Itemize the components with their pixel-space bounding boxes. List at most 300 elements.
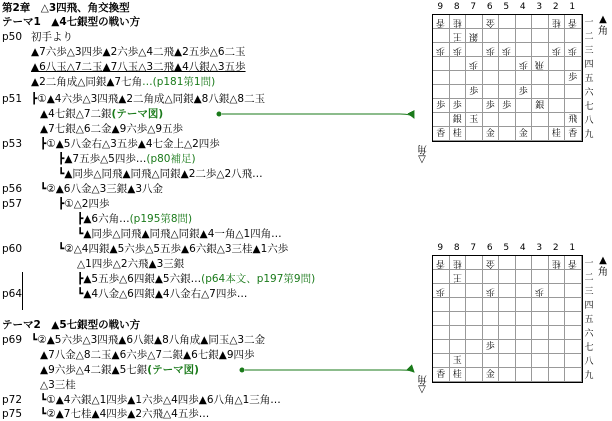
shogi-piece: 歩 xyxy=(568,45,578,55)
board-square xyxy=(565,29,582,43)
board-square xyxy=(450,326,467,340)
move-line xyxy=(77,273,315,285)
board-square xyxy=(450,71,467,85)
shogi-piece: 桂 xyxy=(452,258,462,268)
board-square xyxy=(499,99,516,113)
board-square xyxy=(499,127,516,141)
col-label: 8 xyxy=(453,2,460,12)
board-square xyxy=(483,85,500,99)
page-ref: p57 xyxy=(2,198,23,210)
move-line xyxy=(40,364,199,376)
board-square xyxy=(450,57,467,71)
board-square xyxy=(433,57,450,71)
page-ref: p51 xyxy=(2,93,23,105)
board-square xyxy=(565,256,582,270)
rank-label: 六 xyxy=(584,88,594,98)
board-square xyxy=(466,256,483,270)
move-text: ▲9六歩△4二銀▲5七銀 xyxy=(40,364,148,376)
board-square xyxy=(532,15,549,29)
board-square xyxy=(549,354,566,368)
board-square xyxy=(433,43,450,57)
board-square xyxy=(466,113,483,127)
rank-label: 三 xyxy=(584,287,594,297)
board-square xyxy=(549,326,566,340)
col-label: 7 xyxy=(470,2,477,12)
board-square xyxy=(532,29,549,43)
board-square xyxy=(565,270,582,284)
col-label: 5 xyxy=(503,2,510,12)
board-square xyxy=(565,43,582,57)
shogi-piece: 金 xyxy=(518,129,528,139)
shogi-piece: 歩 xyxy=(518,87,528,97)
board-square xyxy=(565,368,582,382)
board-square xyxy=(549,29,566,43)
board-square xyxy=(516,113,533,127)
board-square xyxy=(532,71,549,85)
board-square xyxy=(483,113,500,127)
board-square xyxy=(466,29,483,43)
board-square xyxy=(565,312,582,326)
move-line: ┗▲同歩△同飛▲同飛△同銀▲2二歩△2八飛… xyxy=(58,168,263,180)
board-square xyxy=(450,270,467,284)
board-square xyxy=(549,340,566,354)
board-square xyxy=(450,29,467,43)
sente-hand xyxy=(597,255,609,279)
board-square xyxy=(549,15,566,29)
move-line: ▲6八玉△7二玉▲7八玉△3二飛▲4八銀△3五歩 xyxy=(31,61,246,73)
col-label: 9 xyxy=(437,2,444,12)
page-link[interactable]: (p80補足) xyxy=(146,153,196,165)
move-text: ┣▲7五歩△5四歩… xyxy=(58,153,147,165)
board-square xyxy=(532,85,549,99)
board-square xyxy=(450,340,467,354)
move-line: ┣①▲5八金右△3五歩▲4七金上△2四歩 xyxy=(40,138,220,150)
board-square xyxy=(532,284,549,298)
page-ref: p50 xyxy=(2,31,23,43)
board-square xyxy=(516,270,533,284)
board-square xyxy=(450,127,467,141)
theme1-arrow xyxy=(222,114,414,118)
move-line: ▲7六歩△3四歩▲2六歩△4二飛▲2五歩△6二玉 xyxy=(31,46,246,58)
move-line: △1四歩△2六飛▲3三銀 xyxy=(77,258,185,270)
board-square xyxy=(516,71,533,85)
move-line: ┗②▲6八金△3三銀▲3八金 xyxy=(40,183,164,195)
board-square xyxy=(483,326,500,340)
shogi-piece: 歩 xyxy=(436,101,446,111)
board-square xyxy=(483,284,500,298)
board-square xyxy=(532,256,549,270)
move-line: ┗②▲7七桂▲4四歩▲2六飛△4五歩… xyxy=(40,408,210,420)
sente-hand xyxy=(597,14,609,38)
shogi-piece: 歩 xyxy=(535,286,545,296)
gote-hand-piece: 角 xyxy=(417,143,427,154)
page-ref: p69 xyxy=(2,334,23,346)
move-line xyxy=(31,76,215,88)
shogi-piece: 銀 xyxy=(452,115,462,125)
board-square xyxy=(499,256,516,270)
board-square xyxy=(466,99,483,113)
rank-label: 四 xyxy=(584,60,594,70)
board-square xyxy=(565,57,582,71)
rank-label: 七 xyxy=(584,102,594,112)
shogi-piece: 桂 xyxy=(452,370,462,380)
shogi-piece: 金 xyxy=(485,17,495,27)
rank-label: 六 xyxy=(584,329,594,339)
board-square xyxy=(565,340,582,354)
board-square xyxy=(516,298,533,312)
rank-label: 一 xyxy=(584,18,594,28)
board-square xyxy=(499,284,516,298)
board-square xyxy=(516,29,533,43)
board-square xyxy=(450,312,467,326)
rank-label: 五 xyxy=(584,315,594,325)
board-square xyxy=(466,326,483,340)
board-square xyxy=(483,127,500,141)
board-square xyxy=(483,368,500,382)
board-square xyxy=(532,354,549,368)
shogi-piece: 香 xyxy=(568,258,578,268)
shogi-piece: 香 xyxy=(568,129,578,139)
hand-piece: 角 xyxy=(598,26,608,37)
board-square xyxy=(499,85,516,99)
board-square xyxy=(532,43,549,57)
move-line: ┗▲同歩△同飛▲同飛△同銀▲4一角△1四角… xyxy=(77,228,282,240)
board-column-labels xyxy=(432,243,582,255)
board-square xyxy=(499,71,516,85)
board-square xyxy=(466,270,483,284)
page-link[interactable]: (p64本文、p197第9問) xyxy=(201,273,316,285)
page-ref: p75 xyxy=(2,408,23,420)
board-square xyxy=(516,85,533,99)
shogi-piece: 金 xyxy=(485,370,495,380)
page-link[interactable]: (p195第8問) xyxy=(129,213,193,225)
board-square xyxy=(516,368,533,382)
board-square xyxy=(433,326,450,340)
board-square xyxy=(466,354,483,368)
board-square xyxy=(433,270,450,284)
rank-label: 九 xyxy=(584,130,594,140)
move-line: ▲7七銀△6二金▲9六歩△9五歩 xyxy=(40,123,184,135)
board-square xyxy=(499,340,516,354)
board-square xyxy=(499,312,516,326)
board-square xyxy=(499,15,516,29)
board-square xyxy=(549,368,566,382)
page-link[interactable]: …(p181第1問) xyxy=(142,76,216,88)
board-square xyxy=(532,298,549,312)
board-square xyxy=(549,256,566,270)
board-square xyxy=(433,113,450,127)
col-label: 4 xyxy=(519,2,526,12)
board-square xyxy=(466,43,483,57)
theme1-dot xyxy=(217,112,222,117)
shogi-piece: 歩 xyxy=(568,73,578,83)
shogi-piece: 王 xyxy=(452,31,462,41)
board-square xyxy=(532,270,549,284)
shogi-piece: 歩 xyxy=(518,59,528,69)
board-square xyxy=(532,326,549,340)
col-label: 4 xyxy=(519,243,526,253)
shogi-piece: 王 xyxy=(452,272,462,282)
board-square xyxy=(483,340,500,354)
move-line: ┗①▲4六銀△1四歩▲1六歩△4四歩▲6八角△1三角… xyxy=(40,394,281,406)
shogi-piece: 桂 xyxy=(551,258,561,268)
rank-label: 七 xyxy=(584,343,594,353)
board-square xyxy=(450,99,467,113)
board-square xyxy=(433,127,450,141)
shogi-piece: 桂 xyxy=(551,17,561,27)
board-square xyxy=(549,113,566,127)
board-square xyxy=(532,340,549,354)
col-label: 2 xyxy=(552,243,559,253)
board-square xyxy=(450,354,467,368)
move-line xyxy=(40,108,163,120)
page-ref: p60 xyxy=(2,243,23,255)
board-square xyxy=(450,298,467,312)
board-square xyxy=(499,354,516,368)
board-rank-labels xyxy=(583,14,595,140)
move-line xyxy=(77,213,192,225)
shogi-piece: 玉 xyxy=(469,115,479,125)
board-square xyxy=(549,85,566,99)
board-square xyxy=(499,43,516,57)
col-label: 6 xyxy=(486,243,493,253)
move-line xyxy=(58,153,196,165)
board-square xyxy=(516,312,533,326)
board-square xyxy=(516,284,533,298)
board-square xyxy=(450,85,467,99)
board-square xyxy=(565,284,582,298)
gote-mark: ▽ xyxy=(418,384,426,395)
board-square xyxy=(466,71,483,85)
board-square xyxy=(433,99,450,113)
board-square xyxy=(565,326,582,340)
move-line: ┗②▲5六歩△3四飛▲6八銀▲8八角成▲同玉△3二金 xyxy=(31,334,266,346)
board-square xyxy=(450,43,467,57)
gote-mark: ▽ xyxy=(418,154,426,165)
board-square xyxy=(433,354,450,368)
board-square xyxy=(433,298,450,312)
shogi-piece: 桂 xyxy=(551,129,561,139)
board-square xyxy=(483,15,500,29)
board-square xyxy=(483,71,500,85)
move-line: 初手より xyxy=(31,31,73,43)
board-square xyxy=(532,57,549,71)
board-square xyxy=(433,29,450,43)
move-line: ┣①▲4六歩△3四飛▲2二角成△同銀▲8八銀△8二玉 xyxy=(31,93,266,105)
board-square xyxy=(450,368,467,382)
move-text: ▲2二角成△同銀▲7七角 xyxy=(31,76,143,88)
board-square xyxy=(549,270,566,284)
shogi-piece: 歩 xyxy=(485,45,495,55)
col-label: 9 xyxy=(437,243,444,253)
col-label: 3 xyxy=(536,2,543,12)
board-square xyxy=(499,113,516,127)
shogi-piece: 歩 xyxy=(469,59,479,69)
col-label: 5 xyxy=(503,243,510,253)
sente-mark: ▲ xyxy=(599,14,607,25)
board-square xyxy=(532,113,549,127)
board-square xyxy=(466,57,483,71)
theme2-dot xyxy=(240,368,245,373)
move-line: ▲7八金△8二玉▲6六歩△7二銀▲6七銀▲9四歩 xyxy=(40,349,255,361)
board-square xyxy=(483,354,500,368)
shogi-piece: 飛 xyxy=(535,59,545,69)
board-square xyxy=(483,298,500,312)
board-square xyxy=(450,113,467,127)
board-square xyxy=(483,99,500,113)
rank-label: 八 xyxy=(584,116,594,126)
sente-mark: ▲ xyxy=(599,255,607,266)
shogi-piece: 歩 xyxy=(452,45,462,55)
board-square xyxy=(499,29,516,43)
shogi-piece: 香 xyxy=(436,370,446,380)
col-label: 1 xyxy=(569,2,576,12)
board-square xyxy=(516,127,533,141)
board-square xyxy=(466,15,483,29)
board-square xyxy=(516,99,533,113)
board-square xyxy=(450,284,467,298)
board-square xyxy=(549,57,566,71)
shogi-piece: 歩 xyxy=(551,45,561,55)
board-square xyxy=(466,127,483,141)
board-square xyxy=(565,99,582,113)
shogi-piece: 歩 xyxy=(436,286,446,296)
shogi-piece: 桂 xyxy=(452,129,462,139)
board-square xyxy=(532,368,549,382)
theme2-title: テーマ2 ▲5七銀型の戦い方 xyxy=(2,319,141,331)
board-square xyxy=(516,326,533,340)
shogi-piece: 金 xyxy=(485,258,495,268)
board-square xyxy=(549,312,566,326)
col-label: 7 xyxy=(470,243,477,253)
board-square xyxy=(516,340,533,354)
shogi-piece: 香 xyxy=(436,17,446,27)
board-square xyxy=(466,368,483,382)
rank-label: 三 xyxy=(584,46,594,56)
board-square xyxy=(499,298,516,312)
board-column-labels xyxy=(432,2,582,14)
board-square xyxy=(433,85,450,99)
move-line: ┗②△4四銀▲5六歩△5五歩▲6六銀△3三桂▲1六歩 xyxy=(58,243,289,255)
shogi-piece: 歩 xyxy=(502,101,512,111)
board-square xyxy=(483,43,500,57)
board-square xyxy=(549,71,566,85)
rank-label: 一 xyxy=(584,259,594,269)
rank-label: 四 xyxy=(584,301,594,311)
shogi-piece: 桂 xyxy=(452,17,462,27)
shogi-piece: 銀 xyxy=(535,101,545,111)
rank-label: 五 xyxy=(584,74,594,84)
theme-figure-link[interactable]: (テーマ図) xyxy=(147,364,199,376)
board-square xyxy=(532,312,549,326)
board-square xyxy=(549,43,566,57)
board-square xyxy=(516,57,533,71)
board-square xyxy=(565,15,582,29)
move-line: ┗▲4八金△6四銀▲4八金右△7四歩… xyxy=(77,288,248,300)
board-square xyxy=(532,127,549,141)
theme2-arrow xyxy=(245,370,414,372)
board-square xyxy=(466,312,483,326)
board-square xyxy=(483,256,500,270)
rank-label: 二 xyxy=(584,32,594,42)
board-square xyxy=(450,15,467,29)
shogi-piece: 歩 xyxy=(485,342,495,352)
board-square xyxy=(499,326,516,340)
gote-hand-piece: 角 xyxy=(417,373,427,384)
board-square xyxy=(565,127,582,141)
hand-piece: 角 xyxy=(598,267,608,278)
page-ref: p72 xyxy=(2,394,23,406)
col-label: 1 xyxy=(569,243,576,253)
board-square xyxy=(483,57,500,71)
board-square xyxy=(516,256,533,270)
board-square xyxy=(565,298,582,312)
board-square xyxy=(433,15,450,29)
theme1-title: テーマ1 ▲4七銀型の戦い方 xyxy=(2,16,141,28)
board-square xyxy=(466,340,483,354)
shogi-board-2 xyxy=(432,255,583,383)
shogi-piece: 歩 xyxy=(452,101,462,111)
rank-label: 八 xyxy=(584,357,594,367)
board-square xyxy=(549,298,566,312)
shogi-piece: 金 xyxy=(485,129,495,139)
shogi-piece: 香 xyxy=(436,258,446,268)
board-square xyxy=(549,284,566,298)
board-square xyxy=(483,29,500,43)
shogi-piece: 歩 xyxy=(502,45,512,55)
shogi-piece: 歩 xyxy=(436,45,446,55)
move-text: ┣▲6六角… xyxy=(77,213,130,225)
board-square xyxy=(565,85,582,99)
col-label: 3 xyxy=(536,243,543,253)
shogi-piece: 香 xyxy=(436,129,446,139)
shogi-piece: 歩 xyxy=(485,101,495,111)
board-square xyxy=(433,368,450,382)
theme-figure-link[interactable]: (テーマ図) xyxy=(111,108,164,120)
board-square xyxy=(565,113,582,127)
board-square xyxy=(549,99,566,113)
board-square xyxy=(433,340,450,354)
board-square xyxy=(516,43,533,57)
board-square xyxy=(433,256,450,270)
board-square xyxy=(499,368,516,382)
col-label: 8 xyxy=(453,243,460,253)
tree-line xyxy=(22,272,23,310)
rank-label: 九 xyxy=(584,371,594,381)
board-square xyxy=(466,85,483,99)
board-square xyxy=(499,270,516,284)
page-ref: p53 xyxy=(2,138,23,150)
move-text: ┣▲5五歩△6四銀▲5六銀… xyxy=(77,273,202,285)
board-square xyxy=(466,284,483,298)
rank-label: 二 xyxy=(584,273,594,283)
col-label: 6 xyxy=(486,2,493,12)
board-square xyxy=(516,354,533,368)
shogi-piece: 歩 xyxy=(469,87,479,97)
col-label: 2 xyxy=(552,2,559,12)
board-square xyxy=(532,99,549,113)
board-square xyxy=(516,15,533,29)
board-square xyxy=(433,284,450,298)
move-line: △3三桂 xyxy=(40,379,76,391)
shogi-piece: 香 xyxy=(568,17,578,27)
shogi-piece: 銀 xyxy=(469,31,479,41)
page-ref: p56 xyxy=(2,183,23,195)
gote-hand xyxy=(416,372,428,396)
chapter-title: 第2章 △3四飛、角交換型 xyxy=(2,2,130,14)
board-square xyxy=(483,270,500,284)
board-square xyxy=(565,354,582,368)
